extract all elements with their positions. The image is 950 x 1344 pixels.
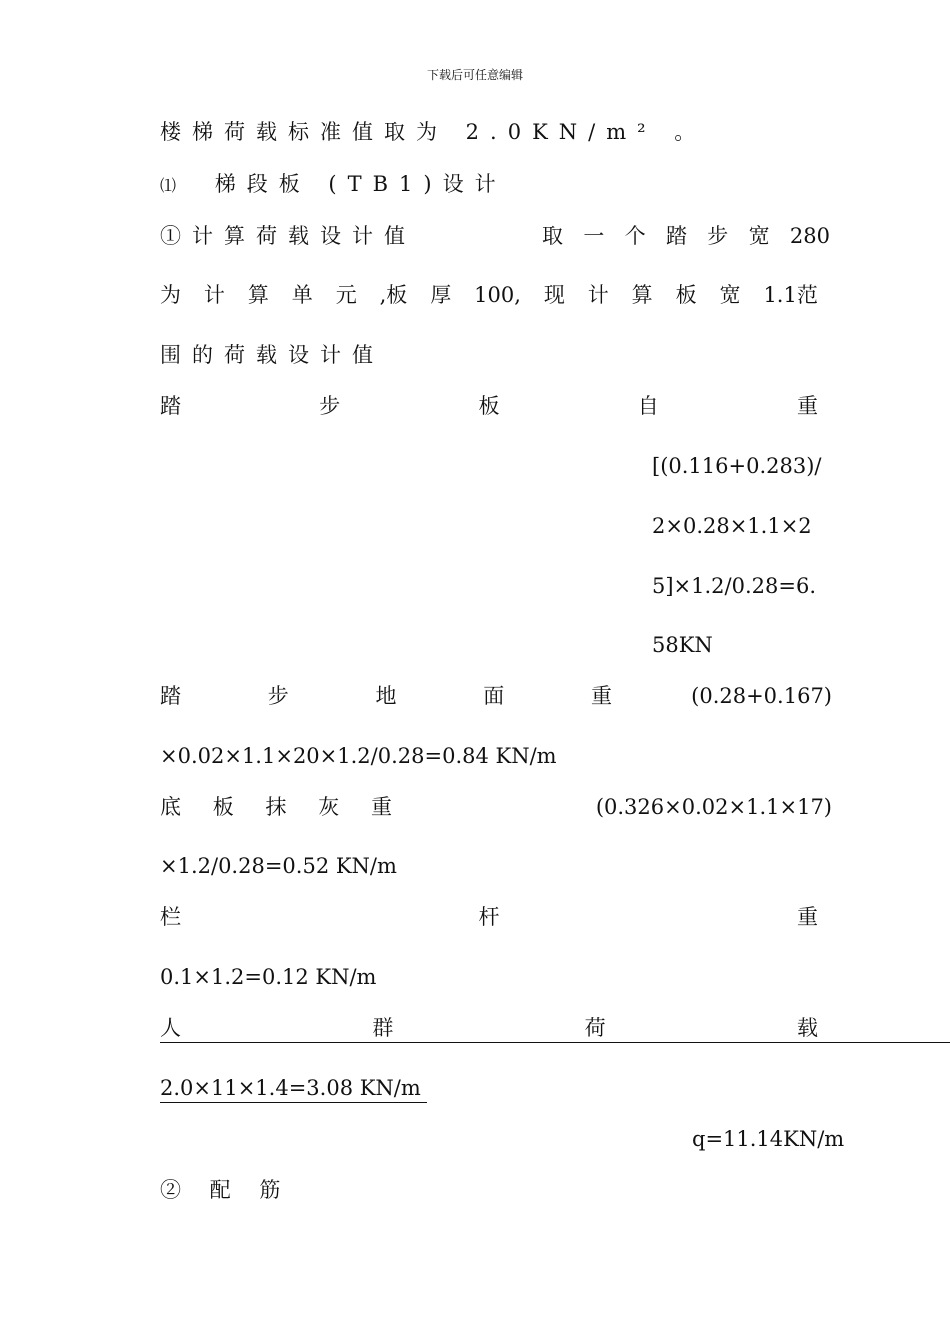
word: 280	[789, 224, 830, 248]
word: 1.1范	[763, 283, 818, 307]
label-words	[160, 682, 612, 710]
word: 灰	[318, 795, 340, 819]
word: 100,	[474, 283, 521, 307]
word: 踏	[665, 224, 687, 248]
formula-line: ×0.02×1.1×20×1.2/0.28=0.84 KN/m	[160, 744, 557, 768]
word: 重	[797, 394, 818, 418]
line-step-slab-weight	[160, 392, 818, 420]
word: 人	[160, 1016, 181, 1040]
step-title: ①计算荷载设计值	[160, 224, 416, 248]
word: 一	[583, 224, 605, 248]
word: 重	[591, 684, 612, 708]
word: 单	[291, 283, 313, 307]
formula-start: (0.28+0.167)	[691, 684, 832, 708]
formula-line: ×1.2/0.28=0.52 KN/m	[160, 854, 397, 878]
word: 步	[267, 684, 289, 708]
word: 现	[543, 283, 565, 307]
word: 计	[587, 283, 609, 307]
word: 宽	[748, 224, 770, 248]
word: 板	[478, 394, 500, 418]
word: 个	[624, 224, 646, 248]
word: 元	[335, 283, 357, 307]
word: 踏	[160, 394, 181, 418]
word: 群	[372, 1016, 394, 1040]
word: 面	[483, 684, 505, 708]
word: 底	[160, 795, 181, 819]
word: 宽	[719, 283, 741, 307]
word: 取	[542, 224, 563, 248]
line-load-design-values: 围的荷载设计值	[160, 343, 384, 367]
line-load-standard: 楼梯荷载标准值取为 2.0KN/m² 。	[160, 120, 707, 144]
formula-line: 0.1×1.2=0.12 KN/m	[160, 965, 377, 989]
word: 自	[637, 394, 659, 418]
line-crowd-load	[160, 1014, 950, 1043]
formula-start: (0.326×0.02×1.1×17)	[595, 795, 832, 819]
word: 地	[375, 684, 397, 708]
word: 步	[319, 394, 341, 418]
section-title: 梯段板 (TB1)设计	[214, 172, 507, 196]
word: 计	[203, 283, 225, 307]
word: 踏	[160, 684, 181, 708]
word: 算	[631, 283, 653, 307]
total-load: q=11.14KN/m	[692, 1127, 845, 1151]
step-description	[542, 222, 830, 250]
formula-line: 2×0.28×1.1×2	[652, 514, 812, 538]
section-heading	[160, 170, 507, 200]
word: 板	[675, 283, 697, 307]
label-words	[160, 1014, 818, 1042]
word: 荷	[584, 1016, 606, 1040]
word: 算	[247, 283, 269, 307]
word: 杆	[478, 905, 500, 929]
word: 厚	[430, 283, 452, 307]
word: 抹	[265, 795, 287, 819]
step-reinforcement: ② 配 筋	[160, 1178, 292, 1202]
word: 载	[796, 1016, 818, 1040]
section-number: ⑴	[160, 176, 177, 195]
word: 步	[707, 224, 729, 248]
label-words	[160, 793, 392, 821]
line-railing-weight	[160, 903, 818, 931]
formula-line-underlined: 2.0×11×1.4=3.08 KN/m	[160, 1074, 427, 1103]
word: 为	[160, 283, 181, 307]
page-header: 下载后可任意编辑	[426, 68, 523, 82]
formula-line: 58KN	[652, 633, 713, 657]
word: 板	[212, 795, 234, 819]
formula-line: 5]×1.2/0.28=6.	[652, 574, 817, 598]
word: 栏	[160, 905, 181, 929]
word: 重	[797, 905, 818, 929]
formula-line: [(0.116+0.283)/	[652, 454, 822, 478]
line-calc-unit	[160, 281, 818, 309]
word: 重	[371, 795, 392, 819]
word: ,板	[379, 283, 408, 307]
